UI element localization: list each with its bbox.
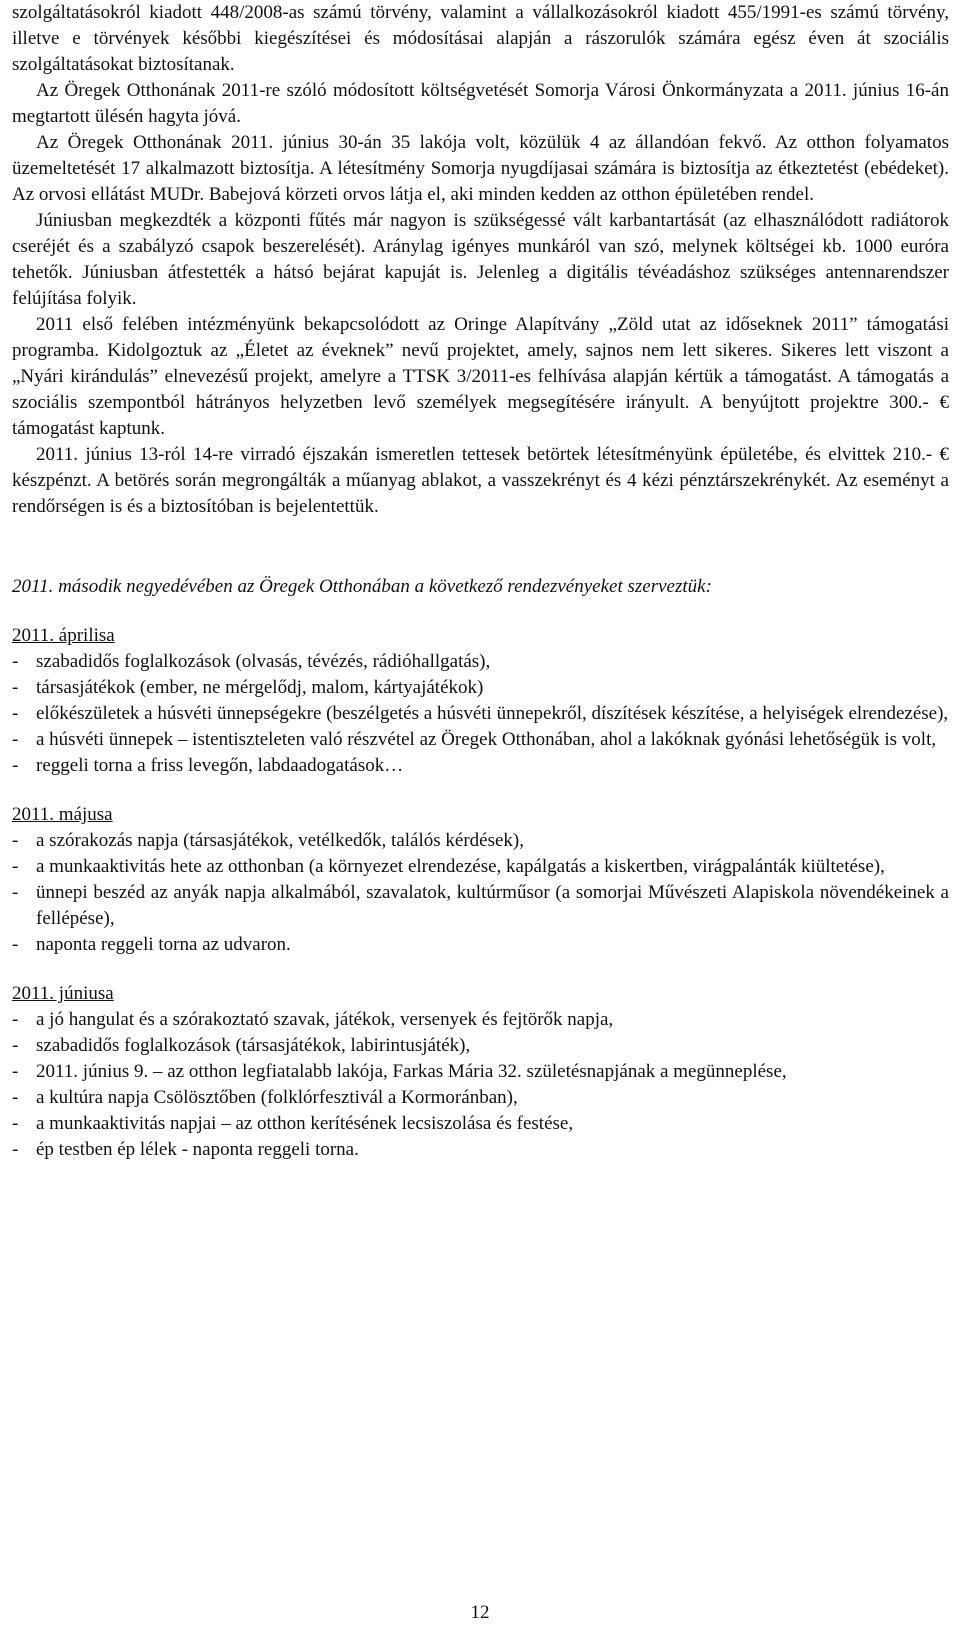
list-item: - a kultúra napja Csölösztőben (folklórfesztivál a Kormoránban),	[12, 1085, 949, 1111]
list-item: - előkészületek a húsvéti ünnepségekre (beszélgetés a húsvéti ünnepekről, díszítések készítése, a helyiségek elrendezése),	[12, 701, 949, 727]
body-text	[12, 0, 949, 520]
paragraph: Az Öregek Otthonának 2011-re szóló módosított költségvetését Somorja Városi Önkormányzata a 2011. június 16-án megtartott ülésén hagyta jóvá.	[12, 80, 949, 127]
list-item: - a munkaaktivitás hete az otthonban (a környezet elrendezése, kapálgatás a kiskertben, virágpalánták kiültetése),	[12, 854, 949, 880]
month-section-may	[12, 802, 949, 958]
event-list	[12, 828, 949, 958]
spacer	[12, 600, 949, 623]
events-section-title: 2011. második negyedévében az Öregek Otthonában a következő rendezvényeket szerveztük:	[12, 576, 712, 597]
paragraph: Az Öregek Otthonának 2011. június 30-án 35 lakója volt, közülük 4 az állandóan fekvő. Az otthon folyamatos üzemeltetését 17 alkalmazott biztosítja. A létesítmény Somorja nyugdíjasai számára is biztosítja az étkeztetést (ebédeket). Az orvosi ellátást MUDr. Babejová körzeti orvos látja el, aki minden kedden az otthon épületében rendel.	[12, 132, 949, 205]
event-list	[12, 1007, 949, 1163]
page-content	[12, 0, 949, 1163]
list-item: - naponta reggeli torna az udvaron.	[12, 932, 949, 958]
month-title: 2011. áprilisa	[12, 625, 115, 646]
month-section-april	[12, 623, 949, 779]
paragraph: szolgáltatásokról kiadott 448/2008-as számú törvény, valamint a vállalkozásokról kiadott 455/1991-es számú törvény, illetve e törvények későbbi kiegészítései és módosításai alapján a rászorulók számára egész éven át szociális szolgáltatásokat biztosítanak.	[12, 2, 949, 75]
list-item: - 2011. június 9. – az otthon legfiatalabb lakója, Farkas Mária 32. születésnapjának a megünneplése,	[12, 1059, 949, 1085]
list-item: - szabadidős foglalkozások (olvasás, tévézés, rádióhallgatás),	[12, 649, 949, 675]
list-item: - ünnepi beszéd az anyák napja alkalmából, szavalatok, kultúrműsor (a somorjai Művészeti Alapiskola növendékeinek a fellépése),	[12, 880, 949, 932]
list-item: - a húsvéti ünnepek – istentiszteleten való részvétel az Öregek Otthonában, ahol a lakóknak gyónási lehetőségük is volt,	[12, 727, 949, 753]
spacer	[12, 520, 949, 574]
list-item: - ép testben ép lélek - naponta reggeli torna.	[12, 1137, 949, 1163]
paragraph: 2011 első felében intézményünk bekapcsolódott az Oringe Alapítvány „Zöld utat az időseknek 2011” támogatási programba. Kidolgoztuk az „Életet az éveknek” nevű projektet, amely, sajnos nem lett sikeres. Sikeres lett viszont a „Nyári kirándulás” elnevezésű projekt, amelyre a TTSK 3/2011-es felhívása alapján kértük a támogatást. A támogatás a szociális szempontból hátrányos helyzetben levő személyek megsegítésére irányult. A benyújtott projektre 300.- € támogatást kaptunk.	[12, 314, 949, 439]
list-item: - a munkaaktivitás napjai – az otthon kerítésének lecsiszolása és festése,	[12, 1111, 949, 1137]
month-section-june	[12, 981, 949, 1163]
list-item: - szabadidős foglalkozások (társasjátékok, labirintusjáték),	[12, 1033, 949, 1059]
paragraph: 2011. június 13-ról 14-re virradó éjszakán ismeretlen tettesek betörtek létesítményünk épületébe, és elvittek 210.- € készpénzt. A betörés során megrongálták a műanyag ablakot, a vasszekrényt és 4 kézi pénztárszekrénykét. Az eseményt a rendőrségen is és a biztosítóban is bejelentettük.	[12, 444, 949, 517]
list-item: - társasjátékok (ember, ne mérgelődj, malom, kártyajátékok)	[12, 675, 949, 701]
month-title: 2011. májusa	[12, 804, 113, 825]
list-item: - a jó hangulat és a szórakoztató szavak, játékok, versenyek és fejtörők napja,	[12, 1007, 949, 1033]
paragraph: Júniusban megkezdték a központi fűtés már nagyon is szükségessé vált karbantartását (az elhasználódott radiátorok cseréjét és a szabályzó csapok beszerelését). Aránylag igényes munkáról van szó, melynek költségei kb. 1000 euróra tehetők. Júniusban átfestették a hátsó bejárat kapuját is. Jelenleg a digitális tévéadáshoz szükséges antennarendszer felújítása folyik.	[12, 210, 949, 309]
page-number: 12	[470, 1602, 490, 1623]
list-item: - a szórakozás napja (társasjátékok, vetélkedők, találós kérdések),	[12, 828, 949, 854]
month-title: 2011. júniusa	[12, 983, 114, 1004]
list-item: - reggeli torna a friss levegőn, labdaadogatások…	[12, 753, 949, 779]
event-list	[12, 649, 949, 779]
